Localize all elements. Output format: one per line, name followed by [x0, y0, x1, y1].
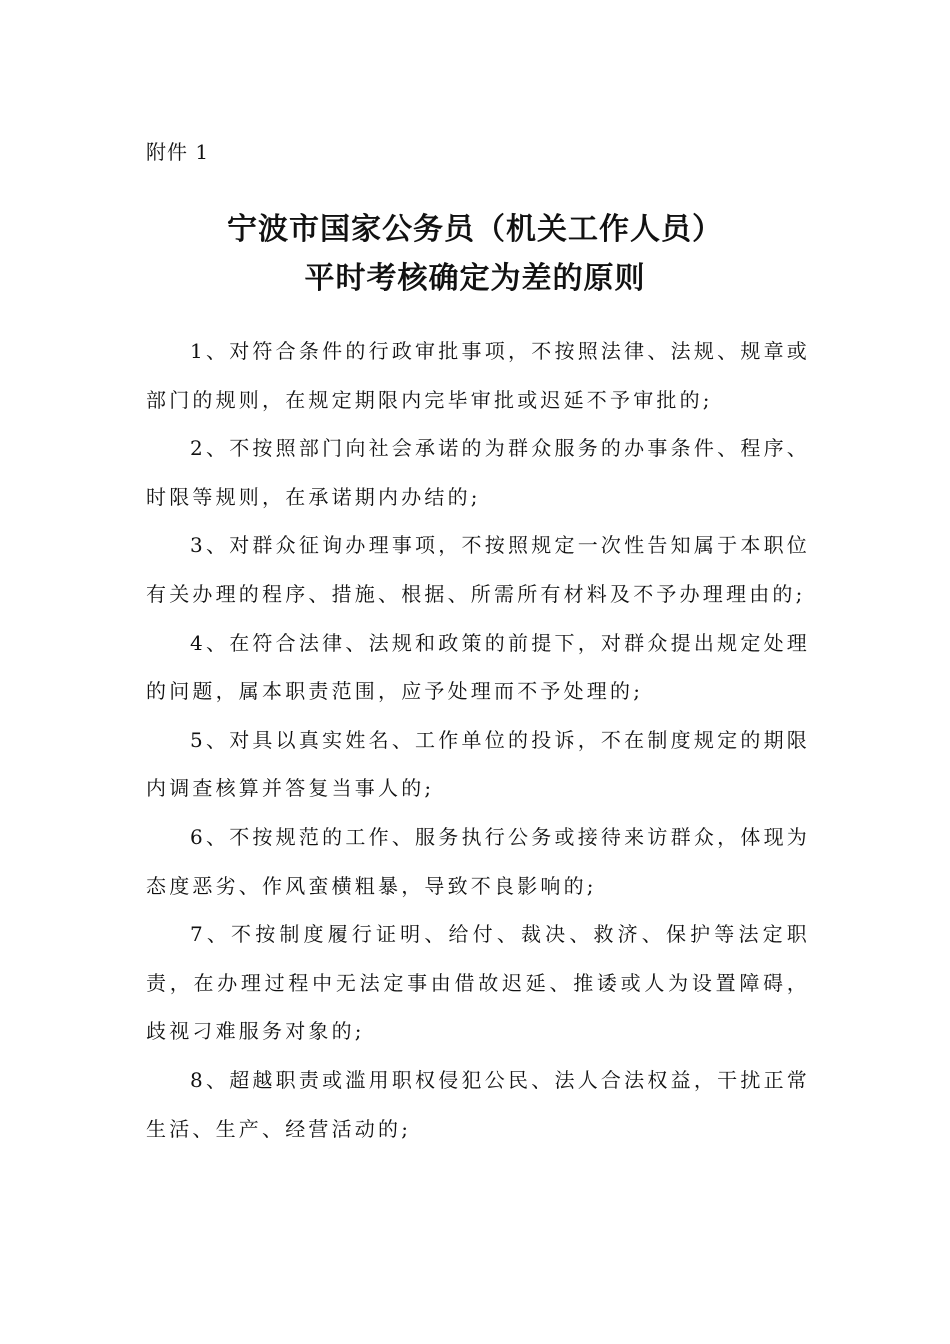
principle-item-4: 4、在符合法律、法规和政策的前提下，对群众提出规定处理的问题，属本职责范围，应予处理而不予处理的;	[146, 630, 810, 704]
principle-item-5: 5、对具以真实姓名、工作单位的投诉，不在制度规定的期限内调查核算并答复当事人的;	[146, 727, 810, 801]
document-title-line-2: 平时考核确定为差的原则	[304, 261, 646, 296]
document-title-line-1: 宁波市国家公务员（机关工作人员）	[227, 212, 723, 247]
attachment-label: 附件 1	[146, 140, 210, 164]
principle-item-1: 1、对符合条件的行政审批事项，不按照法律、法规、规章或部门的规则，在规定期限内完毕审批或迟延不予审批的;	[146, 339, 810, 412]
principle-item-3: 3、对群众征询办理事项，不按照规定一次性告知属于本职位有关办理的程序、措施、根据、所需所有材料及不予办理理由的;	[146, 533, 810, 606]
principle-item-7: 7、不按制度履行证明、给付、裁决、救济、保护等法定职责，在办理过程中无法定事由借故迟延、推诿或人为设置障碍，歧视刁难服务对象的;	[146, 922, 810, 1044]
principle-item-8: 8、超越职责或滥用职权侵犯公民、法人合法权益，干扰正常生活、生产、经营活动的;	[146, 1067, 810, 1141]
document-body	[146, 327, 810, 1153]
principle-item-6: 6、不按规范的工作、服务执行公务或接待来访群众，体现为态度恶劣、作风蛮横粗暴，导致不良影响的;	[146, 824, 810, 898]
principle-item-2: 2、不按照部门向社会承诺的为群众服务的办事条件、程序、时限等规则，在承诺期内办结的;	[146, 436, 810, 509]
